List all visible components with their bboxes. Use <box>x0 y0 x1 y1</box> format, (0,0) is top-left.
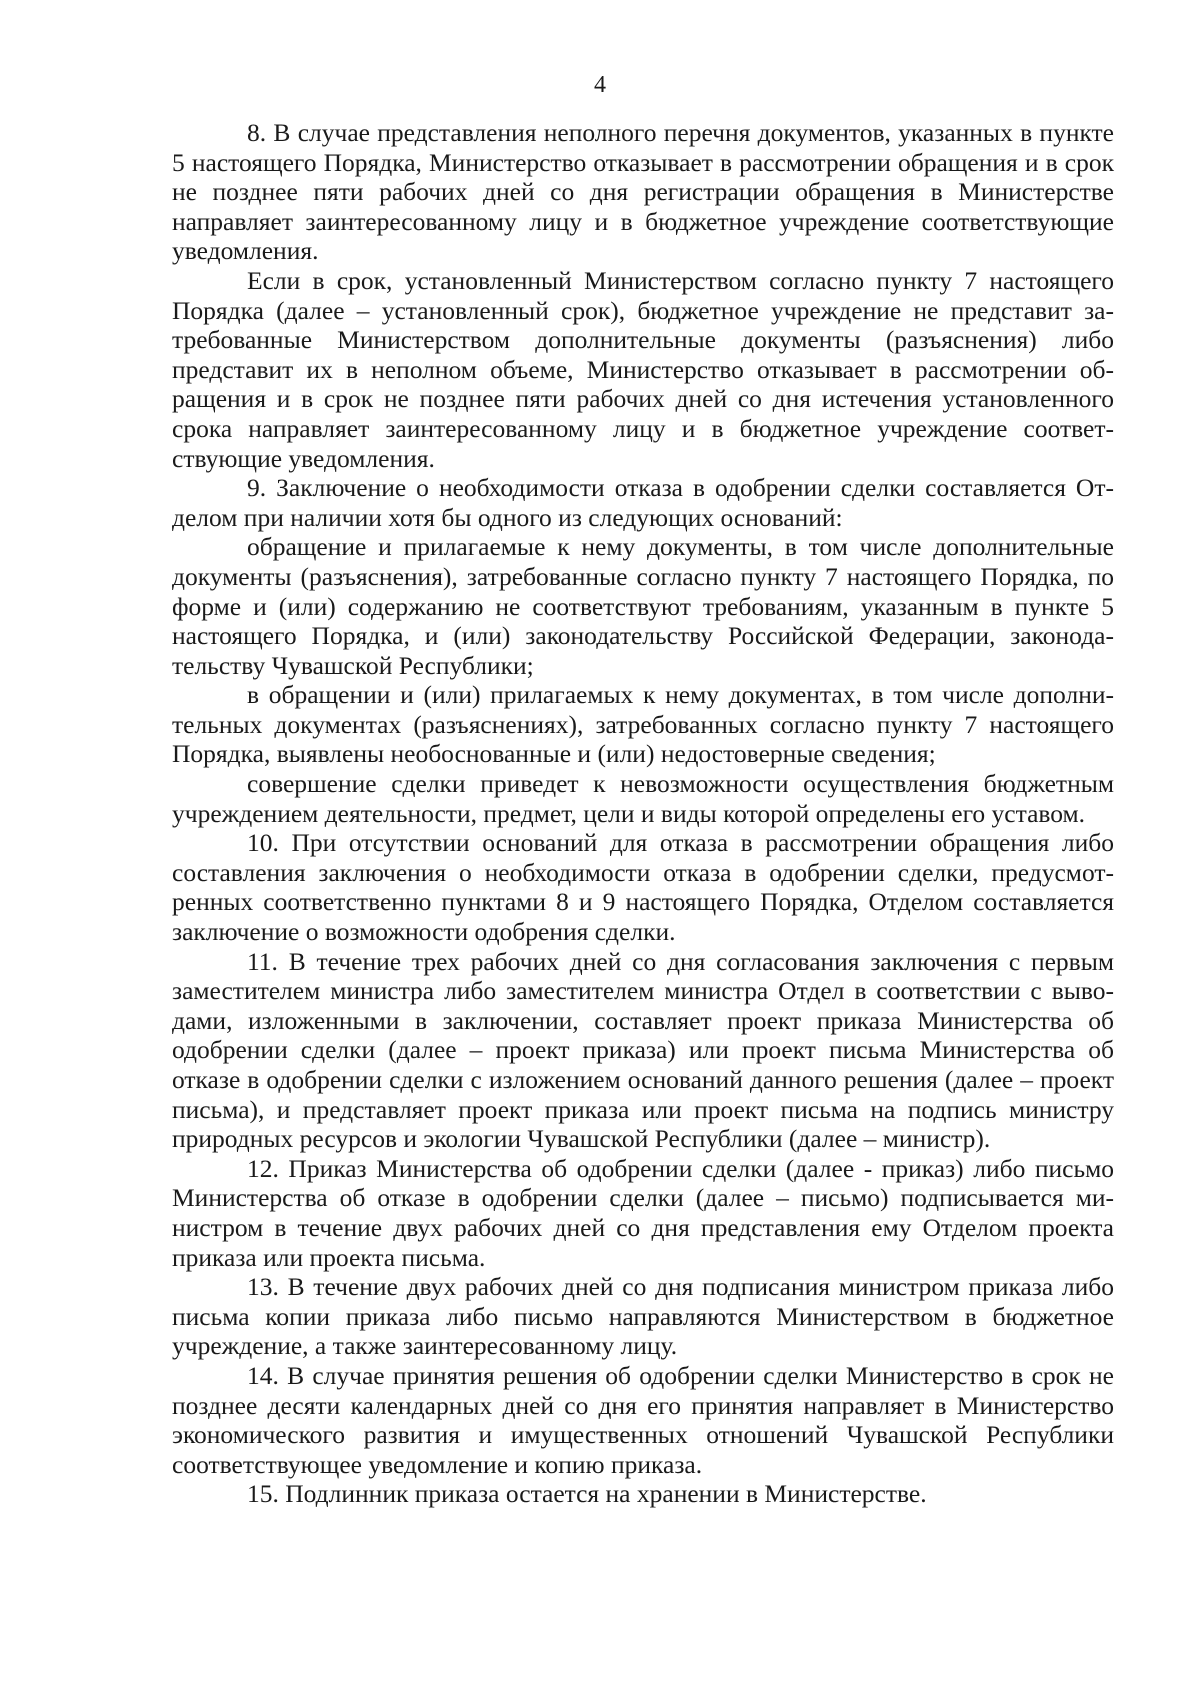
paragraph-11: 11. В течение трех рабочих дней со дня согласования заключения с первым заместителем министра либо заместителем министра Отдел в соответствии с выводами, изложенными в заключении, составляет проект приказа Министерства об одобрении сделки (далее – проект приказа) или проект письма Министерства об отказе в одобрении сделки с изложением оснований данного решения (далее – проект письма), и представляет проект приказа или проект письма на подпись министру природных ресурсов и экологии Чувашской Республики (далее – министр). <box>172 946 1114 1154</box>
paragraph-9: 9. Заключение о необходимости отказа в одобрении сделки составляется Отделом при наличии хотя бы одного из следующих оснований: <box>172 473 1114 532</box>
paragraph-9-reason-3: совершение сделки приведет к невозможности осуществления бюджетным учреждением деятельности, предмет, цели и виды которой определены его уставом. <box>172 769 1114 828</box>
paragraph-13: 13. В течение двух рабочих дней со дня подписания министром приказа либо письма копии приказа либо письмо направляются Министерством в бюджетное учреждение, а также заинтересованному лицу. <box>172 1272 1114 1361</box>
paragraph-12: 12. Приказ Министерства об одобрении сделки (далее - приказ) либо письмо Министерства об отказе в одобрении сделки (далее – письмо) подписывается министром в течение двух рабочих дней со дня представления ему Отделом проекта приказа или проекта письма. <box>172 1153 1114 1272</box>
document-body <box>172 118 1114 1509</box>
paragraph-8-deadline: Если в срок, установленный Министерством согласно пункту 7 настоящего Порядка (далее – установленный срок), бюджетное учреждение не представит затребованные Министерством дополнительные документы (разъяснения) либо представит их в неполном объеме, Министерство отказывает в рассмотрении обращения и в срок не позднее пяти рабочих дней со дня истечения установленного срока направляет заинтересованному лицу и в бюджетное учреждение соответствующие уведомления. <box>172 265 1114 473</box>
paragraph-9-reason-2: в обращении и (или) прилагаемых к нему документах, в том числе дополнительных документах (разъяснениях), затребованных согласно пункту 7 настоящего Порядка, выявлены необоснованные и (или) недостоверные сведения; <box>172 680 1114 769</box>
paragraph-10: 10. При отсутствии оснований для отказа в рассмотрении обращения либо составления заключения о необходимости отказа в одобрении сделки, предусмотренных соответственно пунктами 8 и 9 настоящего Порядка, Отделом составляется заключение о возможности одобрения сделки. <box>172 828 1114 947</box>
paragraph-9-reason-1: обращение и прилагаемые к нему документы, в том числе дополнительные документы (разъяснения), затребованные согласно пункту 7 настоящего Порядка, по форме и (или) содержанию не соответствуют требованиям, указанным в пункте 5 настоящего Порядка, и (или) законодательству Российской Федерации, законодательству Чувашской Республики; <box>172 532 1114 680</box>
paragraph-15: 15. Подлинник приказа остается на хранении в Министерстве. <box>247 1479 927 1509</box>
paragraph-8: 8. В случае представления неполного перечня документов, указанных в пункте 5 настоящего Порядка, Министерство отказывает в рассмотрении обращения и в срок не позднее пяти рабочих дней со дня регистрации обращения в Министерстве направляет заинтересованному лицу и в бюджетное учреждение соответствующие уведомления. <box>172 118 1114 266</box>
page-number: 4 <box>594 72 606 98</box>
paragraph-14: 14. В случае принятия решения об одобрении сделки Министерство в срок не позднее десяти календарных дней со дня его принятия направляет в Министерство экономического развития и имущественных отношений Чувашской Республики соответствующее уведомление и копию приказа. <box>172 1360 1114 1479</box>
